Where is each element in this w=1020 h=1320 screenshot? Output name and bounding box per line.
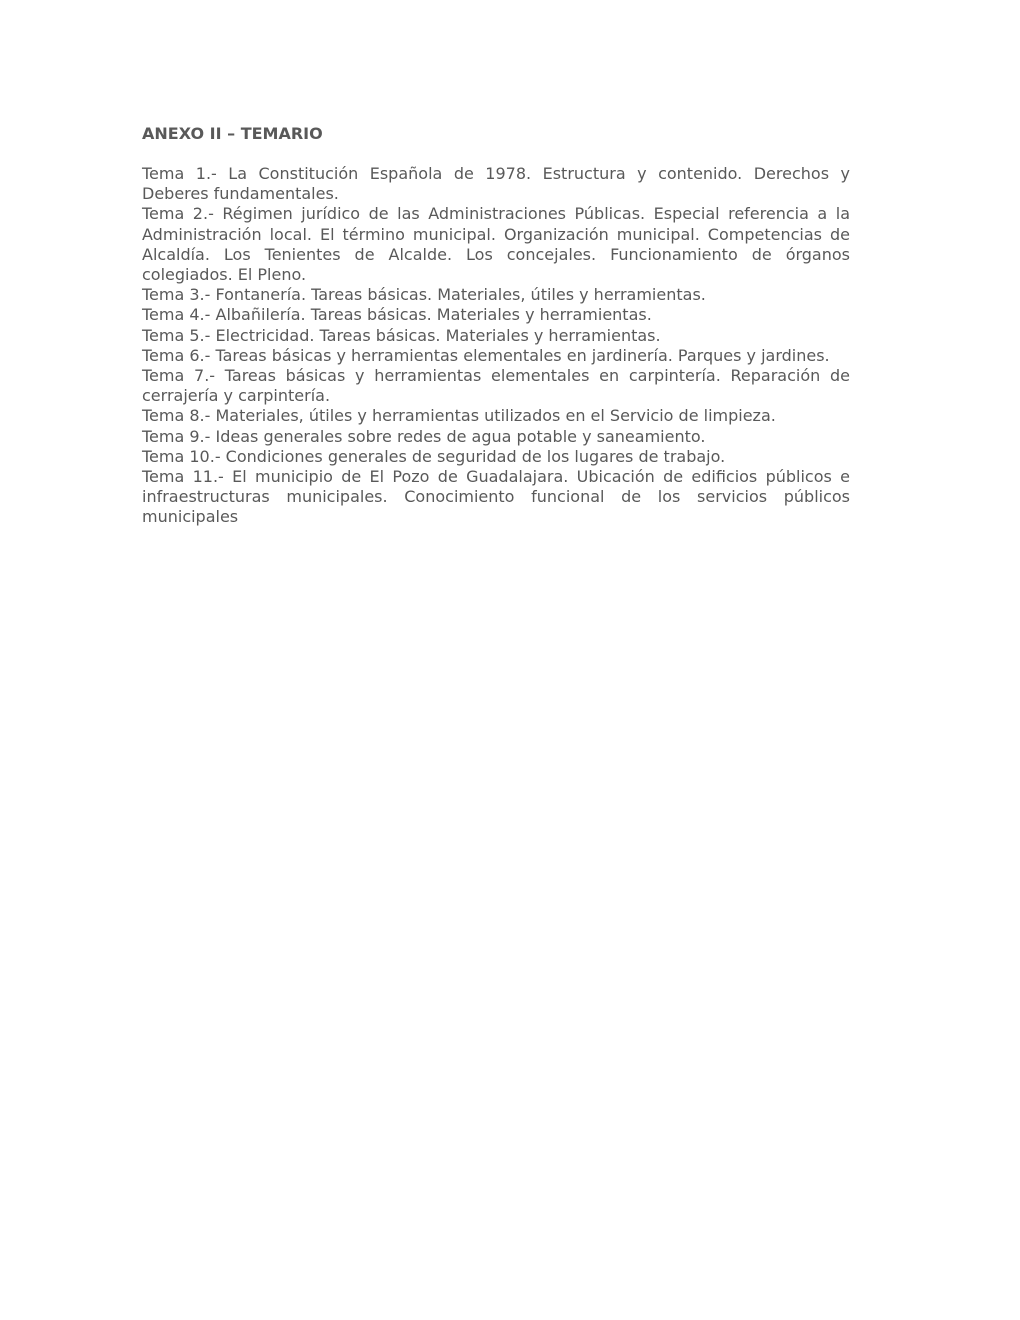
tema-item-6: Tema 6.- Tareas básicas y herramientas elementales en jardinería. Parques y jardines.: [142, 345, 830, 365]
tema-item-11: Tema 11.- El municipio de El Pozo de Guadalajara. Ubicación de edificios públicos e infraestructuras municipales. Conocimiento funcional de los servicios públicos municipales: [142, 467, 850, 527]
tema-item-1: Tema 1.- La Constitución Española de 1978. Estructura y contenido. Derechos y Deberes fundamentales.: [142, 164, 850, 204]
tema-item-10: Tema 10.- Condiciones generales de seguridad de los lugares de trabajo.: [142, 446, 726, 466]
tema-item-4: Tema 4.- Albañilería. Tareas básicas. Materiales y herramientas.: [142, 305, 652, 325]
document-page: [142, 124, 850, 528]
tema-item-7: Tema 7.- Tareas básicas y herramientas elementales en carpintería. Reparación de cerrajería y carpintería.: [142, 366, 850, 406]
tema-item-5: Tema 5.- Electricidad. Tareas básicas. Materiales y herramientas.: [142, 325, 661, 345]
document-title: ANEXO II – TEMARIO: [142, 124, 323, 143]
tema-item-8: Tema 8.- Materiales, útiles y herramientas utilizados en el Servicio de limpieza.: [142, 406, 776, 426]
tema-item-3: Tema 3.- Fontanería. Tareas básicas. Materiales, útiles y herramientas.: [142, 285, 706, 305]
tema-list: [142, 164, 850, 528]
tema-item-2: Tema 2.- Régimen jurídico de las Administraciones Públicas. Especial referencia a la Administración local. El término municipal. Organización municipal. Competencias de Alcaldía. Los Tenientes de Alcalde. Los concejales. Funcionamiento de órganos colegiados. El Pleno.: [142, 204, 850, 285]
tema-item-9: Tema 9.- Ideas generales sobre redes de agua potable y saneamiento.: [142, 426, 706, 446]
